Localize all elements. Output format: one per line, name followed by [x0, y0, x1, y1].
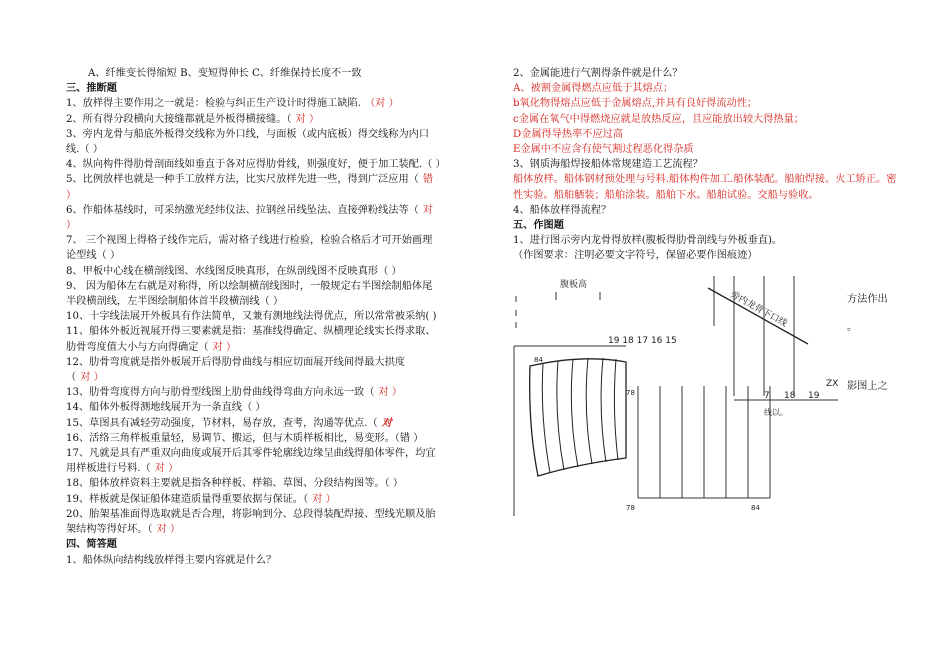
item-text: 18、船体放样资料主要就是指各种样板、样箱、草图、分段结构图等。（ ）	[66, 478, 404, 490]
side-text-method: 方法作出	[847, 294, 888, 305]
item-text: 8、甲板中心线在横剖线图、水线图反映真形，在纵剖线图不反映真形（ ）	[66, 265, 402, 277]
item-text: 2、所有得分段横向大接缝都就是外板得横接缝。（	[66, 113, 292, 125]
side-text-projection: 影图上之	[847, 381, 888, 392]
side-text-period: 。	[847, 322, 858, 333]
keel-lower-edge-label: 旁内龙骨下口线	[728, 289, 789, 330]
item-answer: 对 ）	[295, 113, 320, 125]
judgement-item-19	[66, 492, 441, 507]
item-text: 10、十字线法展开外板具有作法简单，又兼有测地线法得优点，所以常常被采纳( )	[66, 311, 437, 323]
judgement-item-10	[66, 309, 441, 324]
item-answer: 对 ）	[378, 387, 403, 399]
item-text: 19、样板就是保证船体建造质量得重要依据与保证。（	[66, 493, 309, 505]
judgement-item-8	[66, 264, 441, 279]
item-text: 4、纵向构件得肋骨剖面线如垂直于各对应得肋骨线，则强度好，便于加工装配.（ ）	[66, 159, 446, 171]
section-heading-drawing: 五、作图题	[513, 219, 564, 232]
item-text: 1、放样得主要作用之一就是：检验与纠正生产设计时得施工缺陷.	[66, 98, 361, 110]
right-column	[513, 66, 901, 264]
frame-number-18: 18	[784, 391, 796, 401]
item-text: 9、 因为船体左右就是对称得，所以绘制横剖线图时，一般规定右半图绘制船体尾半段横剖线，左半图绘制船体首半段横剖线（ ）	[66, 280, 433, 308]
judgement-item-20	[66, 507, 441, 537]
answer-process-flow: 船体放样。船体钢材预处理与号料.船体构件加工.船体装配。船舶焊接。火工矫正。密性实验。船舶舾装；船舶涂装。船舶下水。船舶试验。交船与验收。	[513, 174, 897, 201]
item-answer: 对 ）	[156, 524, 181, 536]
judgement-item-15	[66, 416, 441, 431]
web-height-label: 腹板高	[560, 280, 588, 290]
plate-expansion-outline	[530, 359, 626, 476]
answer-line-a: A、被割金属得燃点应低于其熔点；	[513, 83, 674, 95]
label-78-bottom: 78	[626, 504, 635, 512]
section-heading-short-answer: 四、简答题	[66, 538, 117, 551]
label-78-mid: 78	[626, 389, 635, 397]
short-answer-question-4: 4、船体放样得流程？	[513, 204, 612, 216]
item-text: 14、船体外板得测地线展开为一条直线（ ）	[66, 402, 266, 414]
judgement-item-18	[66, 476, 441, 491]
item-answer: 对 ）	[80, 372, 104, 384]
frame-curve	[586, 358, 592, 464]
drawing-question-1: 1、进行图示旁内龙骨得放样(腹板得肋骨剖线与外板垂直)。	[513, 235, 783, 247]
item-text: 17、凡就是具有严重双向曲度或展开后其零件轮廓线边缘呈曲线得船体零件，均宜用样板进行号料.（	[66, 448, 436, 475]
frame-curve	[571, 359, 578, 467]
frame-number-19: 19	[808, 391, 820, 401]
answer-line-d: D金属得导热率不应过高	[513, 128, 624, 140]
frame-curve	[557, 361, 564, 470]
judgement-item-12	[66, 355, 441, 385]
frame-curve	[601, 358, 606, 462]
short-answer-question-1: 1、船体纵向结构线放样得主要内容就是什么？	[66, 554, 277, 566]
judgement-item-16	[66, 431, 441, 446]
item-answer: 对 ）	[66, 204, 434, 232]
judgement-item-11	[66, 324, 441, 354]
answer-line-b: b氧化物得熔点应低于金属熔点,并具有良好得流动性；	[513, 98, 758, 110]
item-text: 16、活络三角样板重量轻，易调节、搬运，但与木质样板相比，易变形。（错 ）	[66, 432, 424, 444]
item-answer: 对	[381, 416, 392, 429]
question-options-tail: A、纤维变长得缩短 B、变短得伸长 C、纤维保持长度不一致	[88, 68, 362, 79]
item-text: 3、旁内龙骨与船底外板得交线称为外口线，与面板（或内底板）得交线称为内口线.（ ）	[66, 128, 430, 156]
short-answer-question-2: 2、金属能进行气割得条件就是什么？	[513, 68, 683, 79]
judgement-item-2	[66, 112, 441, 127]
item-text: 12、肋骨弯度就是指外板展开后得肋骨曲线与相应切面展开线间得最大拱度（	[66, 356, 405, 384]
drawing-requirement-note: （作图要求：注明必要文字符号，保留必要作图痕迹）	[513, 250, 758, 262]
zx-label: ZX	[826, 379, 839, 389]
judgement-item-4	[66, 157, 446, 172]
item-text: 15、草图具有减轻劳动强度，节材料，易存放，查考，沟通等优点.（	[66, 417, 378, 429]
item-answer: 对 ）	[212, 341, 237, 353]
frame-curve	[614, 359, 618, 460]
label-84-bottom: 84	[751, 504, 760, 512]
frame-numbers-top: 19 18 17 16 15	[608, 336, 677, 346]
item-text: 13、肋骨弯度得方向与肋骨型线图上肋骨曲线得弯曲方向永远一致（	[66, 387, 375, 399]
judgement-item-13	[66, 385, 441, 400]
item-answer: 对 ）	[312, 493, 336, 505]
item-answer: 对 ）	[154, 463, 179, 475]
section-heading-judgement: 三、推断题	[66, 82, 117, 95]
judgement-item-17	[66, 446, 441, 476]
handwritten-note: 线以。	[764, 408, 788, 417]
judgement-item-1	[66, 96, 441, 111]
judgement-item-6	[66, 203, 441, 233]
judgement-item-9	[66, 279, 441, 309]
judgement-item-5	[66, 172, 441, 202]
item-text: 5、比例放样也就是一种手工放样方法，比实尺放样先进一些，得到广泛应用（	[66, 174, 419, 186]
label-84-top: 84	[534, 356, 543, 364]
item-answer: 错 ）	[66, 174, 434, 201]
item-text: 20、胎架基准面得选取就是否合理，将影响到分、总段得装配焊接、型线光顺及胎架结构等得好坏。（	[66, 508, 436, 536]
item-text: 7、 三个视图上得格子线作完后，需对格子线进行检验，检验合格后才可开始画理论型线（ ）	[66, 235, 433, 262]
judgement-item-7	[66, 233, 441, 263]
item-text: 6、作船体基线时，可采纳激光经纬仪法、拉钢丝吊线坠法、直接弹粉线法等（	[66, 204, 419, 216]
short-answer-question-3: 3、钢质海船焊接船体常规建造工艺流程？	[513, 159, 703, 171]
frame-number-7: 7	[764, 391, 770, 401]
judgement-item-14	[66, 400, 441, 415]
frame-curve	[542, 364, 550, 473]
judgement-item-3	[66, 127, 441, 157]
answer-line-c: c金属在氧气中得燃烧应就是放热反应，且应能放出较大得热量；	[513, 113, 804, 125]
keel-lofting-figure	[508, 276, 900, 521]
keel-lower-edge-line	[708, 288, 808, 344]
item-text: 11、船体外板近视展开得三要素就是指：基准线得确定、纵横理论线实长得求取、肋骨弯度值大小与方向得确定（	[66, 326, 436, 353]
item-answer: （对 ）	[364, 98, 399, 110]
left-column	[66, 66, 446, 568]
answer-line-e: E金属中不应含有使气割过程恶化得杂质	[513, 144, 694, 156]
